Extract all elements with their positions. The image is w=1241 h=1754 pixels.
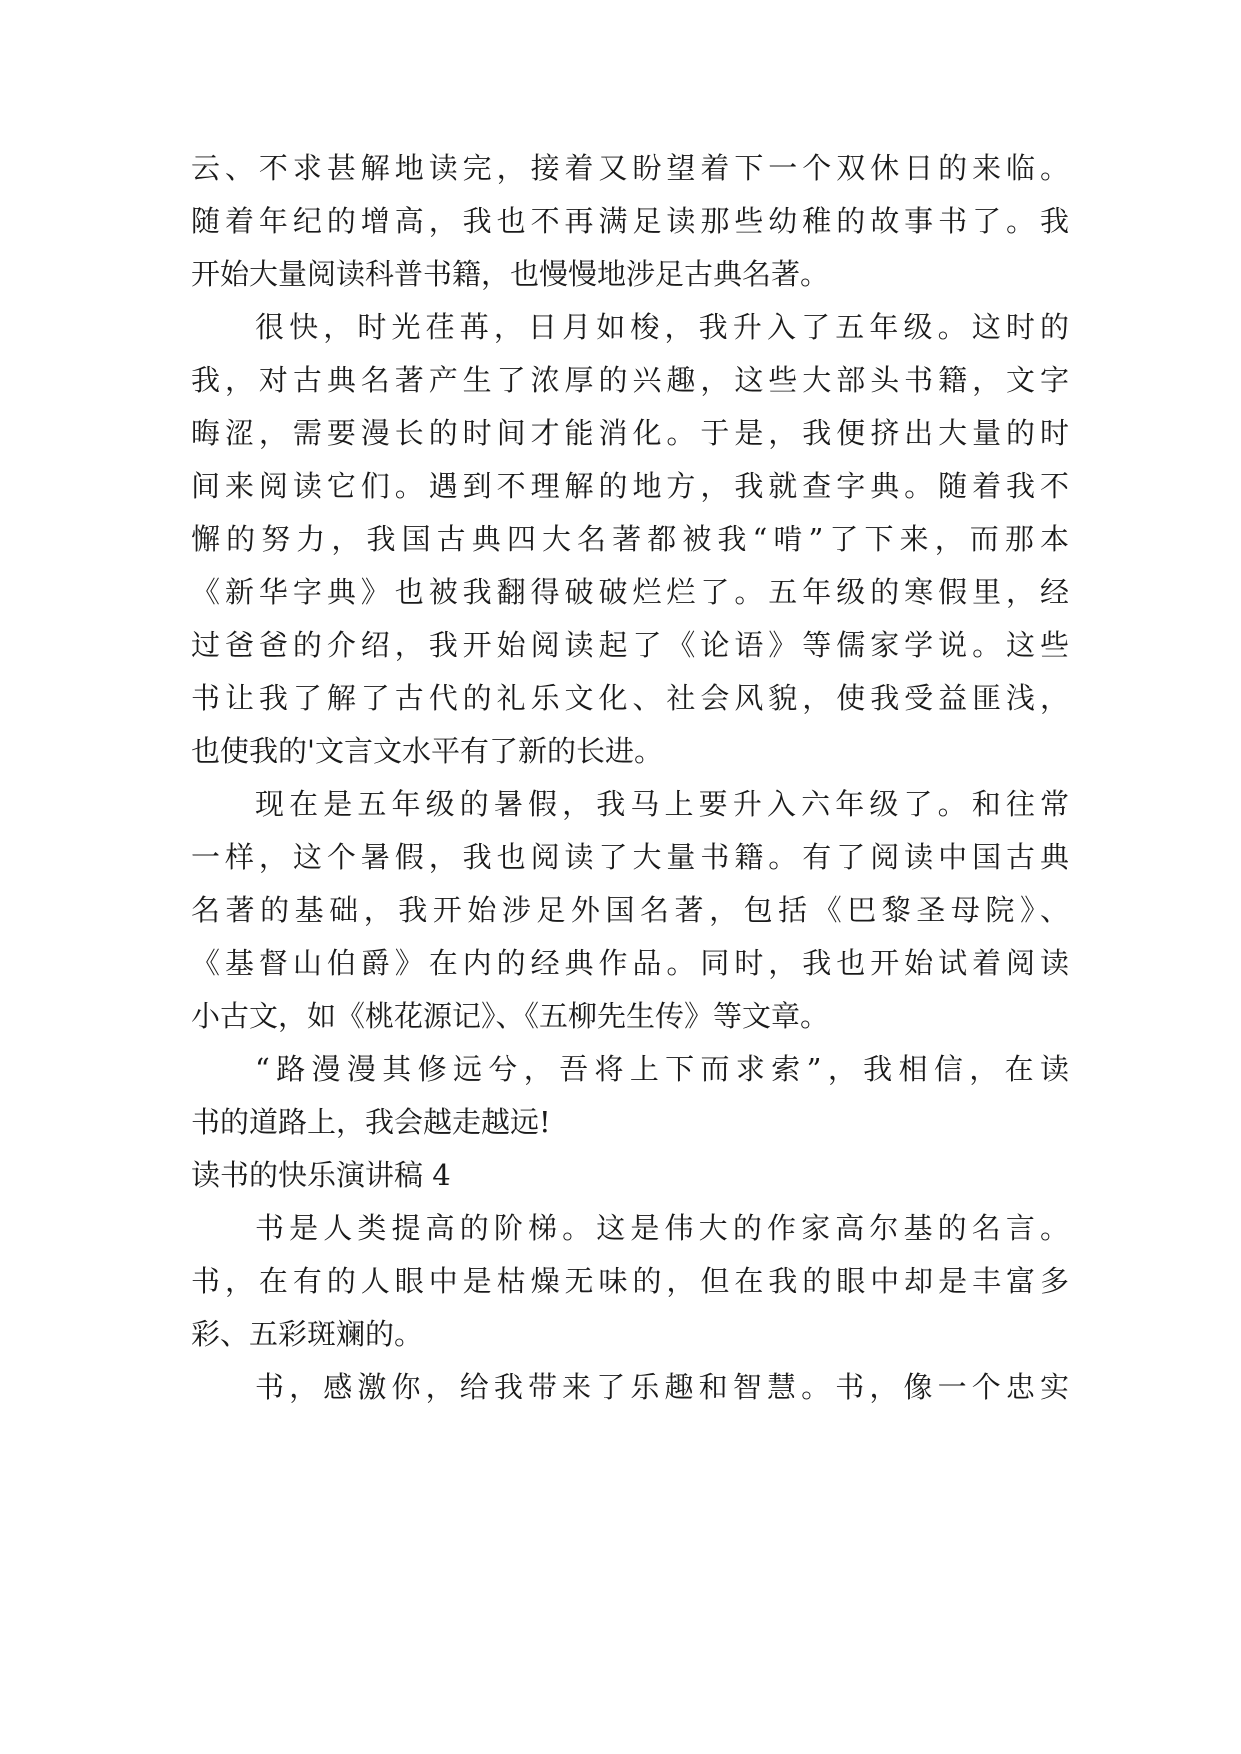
- paragraph-line: 云、不求甚解地读完，接着又盼望着下一个双休日的来临。: [191, 151, 1069, 185]
- paragraph-line: 《新华字典》也被我翻得破破烂烂了。五年级的寒假里，经: [191, 575, 1069, 609]
- paragraph-line: 小古文，如《桃花源记》、《五柳先生传》等文章。: [191, 999, 830, 1033]
- paragraph-line: 书的道路上，我会越走越远!: [191, 1105, 551, 1139]
- paragraph-line: 《基督山伯爵》在内的经典作品。同时，我也开始试着阅读: [191, 946, 1069, 980]
- paragraph-line: “路漫漫其修远兮，吾将上下而求索”，我相信，在读: [255, 1052, 1069, 1086]
- paragraph-line: 现在是五年级的暑假，我马上要升入六年级了。和往常: [255, 787, 1069, 821]
- paragraph-line: 我，对古典名著产生了浓厚的兴趣，这些大部头书籍，文字: [191, 363, 1069, 397]
- paragraph-line: 晦涩，需要漫长的时间才能消化。于是，我便挤出大量的时: [191, 416, 1069, 450]
- paragraph-line: 随着年纪的增高，我也不再满足读那些幼稚的故事书了。我: [191, 204, 1069, 238]
- paragraph-line: 彩、五彩斑斓的。: [191, 1317, 424, 1351]
- paragraph-line: 一样，这个暑假，我也阅读了大量书籍。有了阅读中国古典: [191, 840, 1069, 874]
- paragraph-line: 书是人类提高的阶梯。这是伟大的作家高尔基的名言。: [255, 1211, 1069, 1245]
- paragraph-line: 名著的基础，我开始涉足外国名著，包括《巴黎圣母院》、: [191, 893, 1069, 927]
- paragraph-line: 过爸爸的介绍，我开始阅读起了《论语》等儒家学说。这些: [191, 628, 1069, 662]
- section-heading: 读书的快乐演讲稿 4: [191, 1158, 451, 1192]
- paragraph-line: 书，感激你，给我带来了乐趣和智慧。书，像一个忠实: [255, 1370, 1069, 1404]
- paragraph-line: 也使我的'文言文水平有了新的长进。: [191, 734, 663, 768]
- paragraph-line: 书，在有的人眼中是枯燥无味的，但在我的眼中却是丰富多: [191, 1264, 1069, 1298]
- paragraph-line: 书让我了解了古代的礼乐文化、社会风貌，使我受益匪浅，: [191, 681, 1069, 715]
- paragraph-line: 间来阅读它们。遇到不理解的地方，我就查字典。随着我不: [191, 469, 1069, 503]
- paragraph-line: 懈的努力，我国古典四大名著都被我“啃”了下来，而那本: [191, 522, 1069, 556]
- paragraph-line: 开始大量阅读科普书籍，也慢慢地涉足古典名著。: [191, 257, 830, 291]
- paragraph-line: 很快，时光荏苒，日月如梭，我升入了五年级。这时的: [255, 310, 1069, 344]
